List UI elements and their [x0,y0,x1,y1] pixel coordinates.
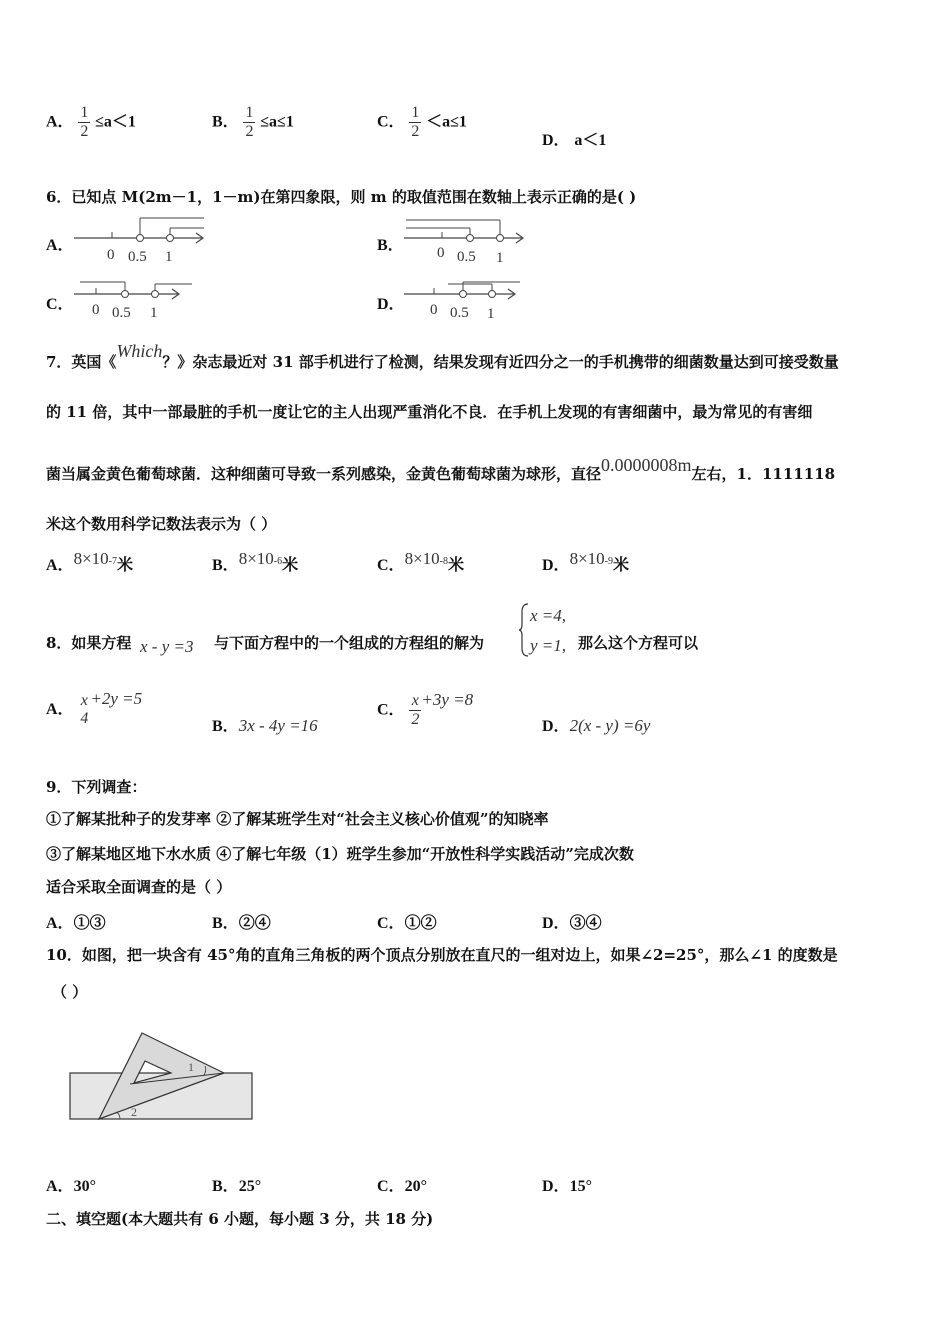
q9-option-b: B．②④ [212,915,271,932]
q8-option-c: C． $\frac{x}{2}$ +3y =8 [377,689,474,728]
section-2-heading: 二、填空题(本大题共有 6 小题，每小题 3 分，共 18 分) [46,1210,434,1228]
q6-option-d-letter: D． [377,296,405,313]
q10-figure-ruler-triangle [68,1030,258,1124]
q9-option-a: A．①③ [46,915,106,932]
q8-option-d: D．2(x - y) =6y [542,716,651,735]
q9-item1: ①了解某批种子的发芽率 ②了解某班学生对“社会主义核心价值观”的知晓率 [46,810,549,828]
q7-option-c: C．$8\times 10^{-8}$米 [377,549,465,574]
tick-label: 0.5 [112,305,131,321]
q10-option-d: D．15° [542,1178,592,1195]
q6-number-line-a [72,212,212,268]
q5-option-a: A． $\frac{1}{2}$ ≤a＜1 [46,104,136,140]
q8-stem-c: 那么这个方程可以 [578,634,699,652]
tick-label: 0.5 [128,249,147,265]
q8-system-eq1: x =4, [530,606,567,625]
q7-diameter: 0.0000008m [601,455,692,475]
q10-option-b: B．25° [212,1178,262,1195]
q5-option-c: C． $\frac{1}{2}$ ＜a≤1 [377,104,467,140]
q5-option-d: D． a＜1 [542,132,607,149]
fraction: $\frac{1}{2}$ [80,104,89,140]
q7-option-b: B．$8\times 10^{-6}$米 [212,549,299,574]
q7-line3: 菌当属金黄色葡萄球菌．这种细菌可导致一系列感染，金黄色葡萄球菌为球形，直径0.0000008m左右，1．1111118 [46,455,836,483]
fraction: x 4 [80,692,89,727]
q10-option-a: A．30° [46,1178,96,1195]
q8-equation: x - y =3 [140,637,194,656]
fraction: $\frac{x}{2}$ [411,692,420,728]
tick-label: 1 [165,249,173,265]
q6-option-a-letter: A． [46,237,74,254]
q9-item2: ③了解某地区地下水水质 ④了解七年级（1）班学生参加“开放性科学实践活动”完成次数 [46,845,634,863]
q7-line1: 7．英国《Which？》杂志最近对 31 部手机进行了检测，结果发现有近四分之一的手机携带的细菌数量达到可接受数量 [46,341,839,371]
angle-label-1: 1 [188,1060,194,1074]
tick-label: 0.5 [457,249,476,265]
tick-label: 1 [150,305,158,321]
tick-label: 0 [107,247,115,263]
fraction: $\frac{1}{2}$ [411,104,420,140]
q6-stem: 6．已知点 M(2m－1，1－m)在第四象限，则 m 的取值范围在数轴上表示正确的是( ) [46,188,637,206]
q9-option-c: C．①② [377,915,437,932]
q7-option-d: D．$8\times 10^{-9}$米 [542,549,630,574]
q8-option-a: A． x 4 +2y =5 [46,689,143,727]
q8-stem-a: 8．如果方程 [46,634,132,652]
q6-number-line-b [402,212,542,268]
q8-stem-b: 与下面方程中的一个组成的方程组的解为 [214,634,485,652]
q9-option-d: D．③④ [542,915,602,932]
brace-icon [518,602,530,658]
tick-label: 0.5 [450,305,469,321]
q9-stem: 9．下列调查： [46,778,147,796]
q10-option-c: C．20° [377,1178,427,1195]
q9-ask: 适合采取全面调查的是（ ） [46,878,232,896]
tick-label: 1 [496,250,504,266]
tick-label: 0 [92,302,100,318]
q6-number-line-d [402,272,542,324]
angle-label-2: 2 [131,1105,137,1119]
tick-label: 0 [430,302,438,318]
q10-paren: （ ） [52,983,88,1001]
q7-line4: 米这个数用科学记数法表示为（ ） [46,515,277,533]
q6-option-c-letter: C． [46,296,74,313]
q7-magazine: Which [116,341,163,361]
tick-label: 0 [437,245,445,261]
q6-number-line-c [72,272,212,324]
q10-stem: 10．如图，把一块含有 45°角的直角三角板的两个顶点分别放在直尺的一组对边上，如果∠2=25°，那么∠1 的度数是 [46,946,838,964]
q7-line2: 的 11 倍，其中一部最脏的手机一度让它的主人出现严重消化不良．在手机上发现的有害细菌中，最为常见的有害细 [46,403,813,421]
fraction: $\frac{1}{2}$ [245,104,254,140]
q8-system-eq2: y =1, [530,636,567,655]
q7-option-a: A．$8\times 10^{-7}$米 [46,549,134,574]
q8-option-b: B．3x - 4y =16 [212,716,318,735]
tick-label: 1 [487,306,495,322]
q6-option-b-letter: B． [377,237,404,254]
q5-option-b: B． $\frac{1}{2}$ ≤a≤1 [212,104,294,140]
